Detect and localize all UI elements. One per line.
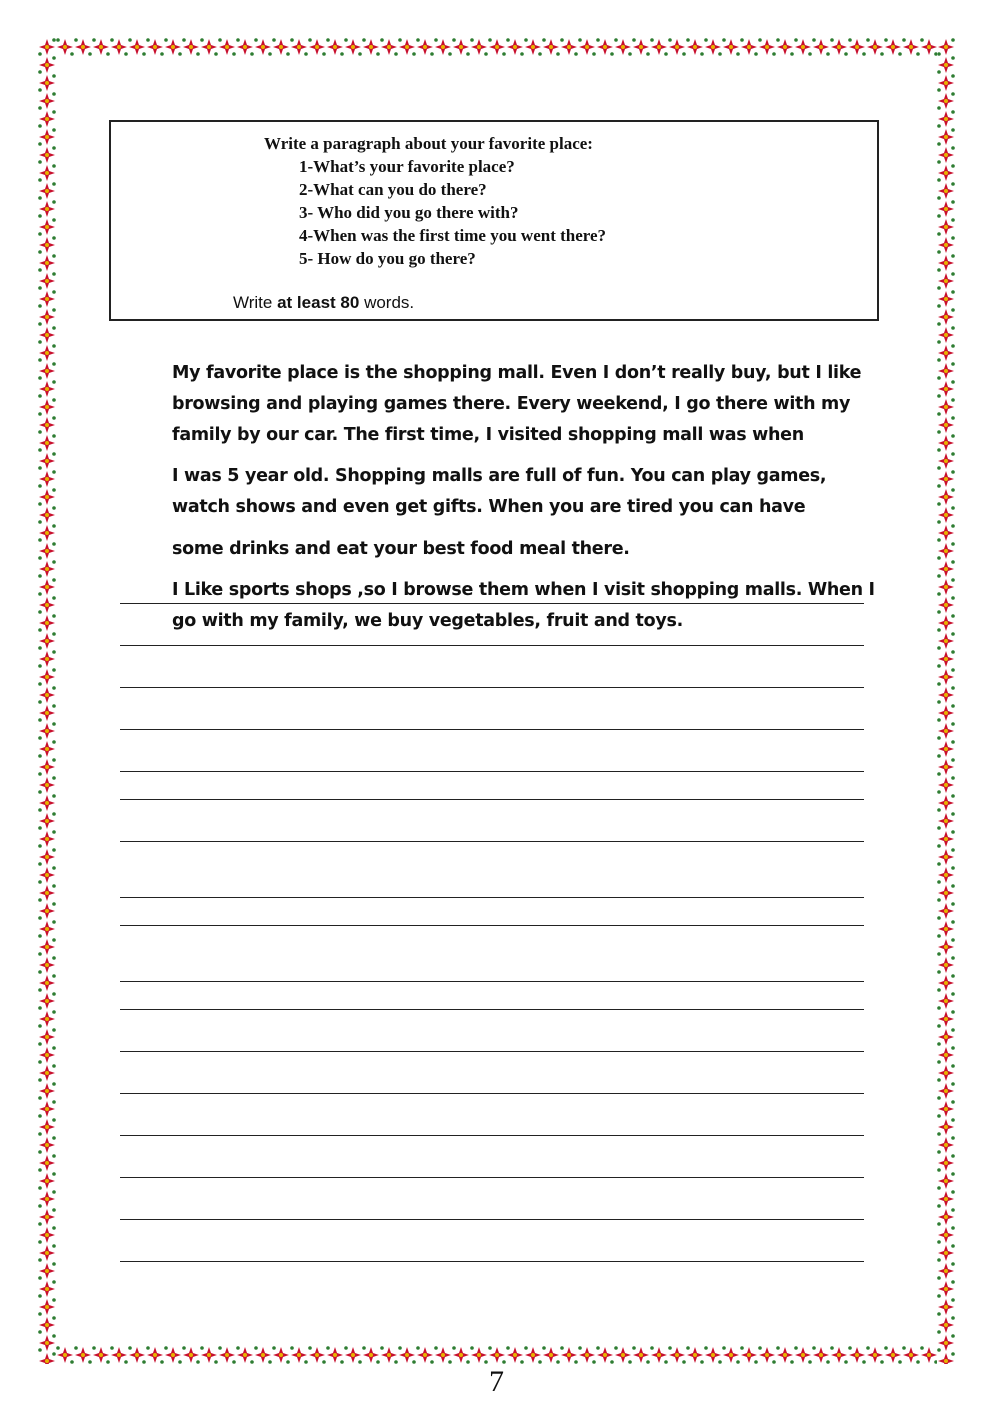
- writing-line: [120, 687, 864, 688]
- writing-line: [120, 925, 864, 926]
- writing-line: [120, 1135, 864, 1136]
- word-count-instruction: [233, 293, 414, 313]
- writing-line: [120, 1177, 864, 1178]
- writing-prompt-box: [109, 120, 879, 321]
- prompt-question: 1-What’s your favorite place?: [299, 157, 515, 176]
- word-count-suffix: words.: [364, 293, 415, 312]
- word-count-prefix: Write: [233, 293, 273, 312]
- poinsettia-border-right: [937, 38, 955, 1364]
- word-count-emphasis: at least 80: [277, 293, 360, 312]
- writing-line: [120, 771, 864, 772]
- writing-line: [120, 729, 864, 730]
- writing-line: [120, 1093, 864, 1094]
- poinsettia-pattern-icon: [38, 1346, 955, 1364]
- essay-line: My favorite place is the shopping mall. Even I don’t really buy, but I like: [172, 363, 862, 383]
- writing-line: [120, 645, 864, 646]
- prompt-question: 2-What can you do there?: [299, 180, 487, 199]
- essay-line: browsing and playing games there. Every weekend, I go there with my: [172, 394, 851, 414]
- writing-line: [120, 897, 864, 898]
- essay-line: go with my family, we buy vegetables, fruit and toys.: [172, 611, 683, 631]
- poinsettia-pattern-icon: [38, 38, 56, 1364]
- writing-line: [120, 1261, 864, 1262]
- writing-line: [120, 1009, 864, 1010]
- poinsettia-border-left: [38, 38, 56, 1364]
- writing-line: [120, 841, 864, 842]
- writing-line: [120, 1219, 864, 1220]
- poinsettia-border-bottom: [38, 1346, 955, 1364]
- essay-line: watch shows and even get gifts. When you are tired you can have: [172, 497, 806, 517]
- prompt-title: Write a paragraph about your favorite place:: [264, 134, 593, 153]
- prompt-question: 4-When was the first time you went there?: [299, 226, 607, 245]
- writing-line: [120, 1051, 864, 1052]
- essay-line: I Like sports shops ,so I browse them when I visit shopping malls. When I: [172, 580, 875, 600]
- writing-line: [120, 603, 864, 604]
- writing-line: [120, 981, 864, 982]
- prompt-question: 5- How do you go there?: [299, 249, 476, 268]
- essay-line: some drinks and eat your best food meal there.: [172, 539, 630, 559]
- essay-line: family by our car. The first time, I visited shopping mall was when: [172, 425, 804, 445]
- essay-line: I was 5 year old. Shopping malls are full of fun. You can play games,: [172, 466, 827, 486]
- poinsettia-border-top: [38, 38, 955, 56]
- poinsettia-pattern-icon: [38, 38, 955, 56]
- page-number: 7: [489, 1365, 504, 1398]
- prompt-question: 3- Who did you go there with?: [299, 203, 519, 222]
- writing-line: [120, 799, 864, 800]
- poinsettia-pattern-icon: [937, 38, 955, 1364]
